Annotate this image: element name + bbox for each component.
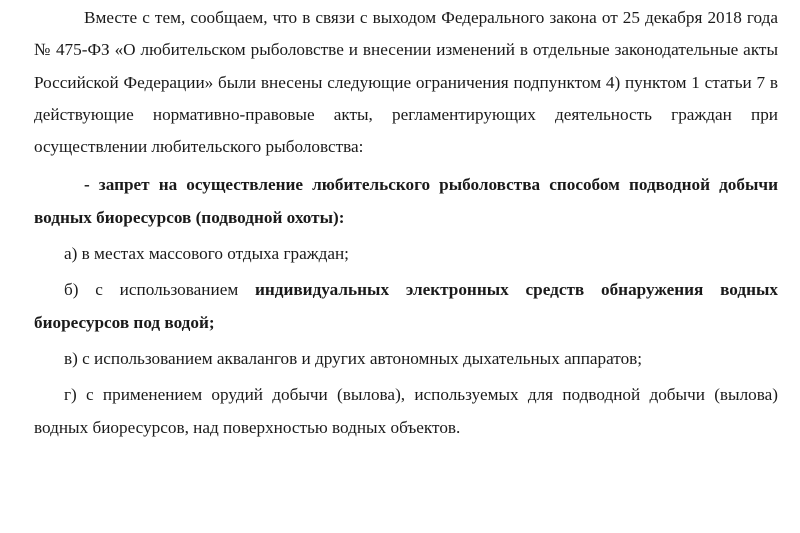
list-item-b-emphasis: индивидуальных электронных средств обнаружения водных биоресурсов под водой; — [34, 280, 778, 332]
list-item-b-prefix: б) с использованием — [64, 280, 255, 300]
list-item-a: а) в местах массового отдыха граждан; — [64, 244, 349, 264]
intro-paragraph: Вместе с тем, сообщаем, что в связи с выходом Федерального закона от 25 декабря 2018 года № 475-ФЗ «О любительском рыболовстве и внесении изменений в отдельные законодательные акты Российской Федерации» были внесены следующие ограничения подпунктом 4) пунктом 1 статьи 7 в действующие нормативно-правовые акты, регламентирующих деятельность граждан при осуществлении любительского рыболовства: — [34, 8, 778, 157]
list-item-v: в) с использованием аквалангов и других автономных дыхательных аппаратов; — [64, 348, 643, 368]
ban-heading: - запрет на осуществление любительского рыболовства способом подводной добычи водных биоресурсов (подводной охоты): — [34, 175, 778, 227]
list-item-b — [34, 274, 778, 339]
list-item-g: г) с применением орудий добычи (вылова), используемых для подводной добычи (вылова) водных биоресурсов, над поверхностью водных объектов. — [34, 385, 778, 437]
